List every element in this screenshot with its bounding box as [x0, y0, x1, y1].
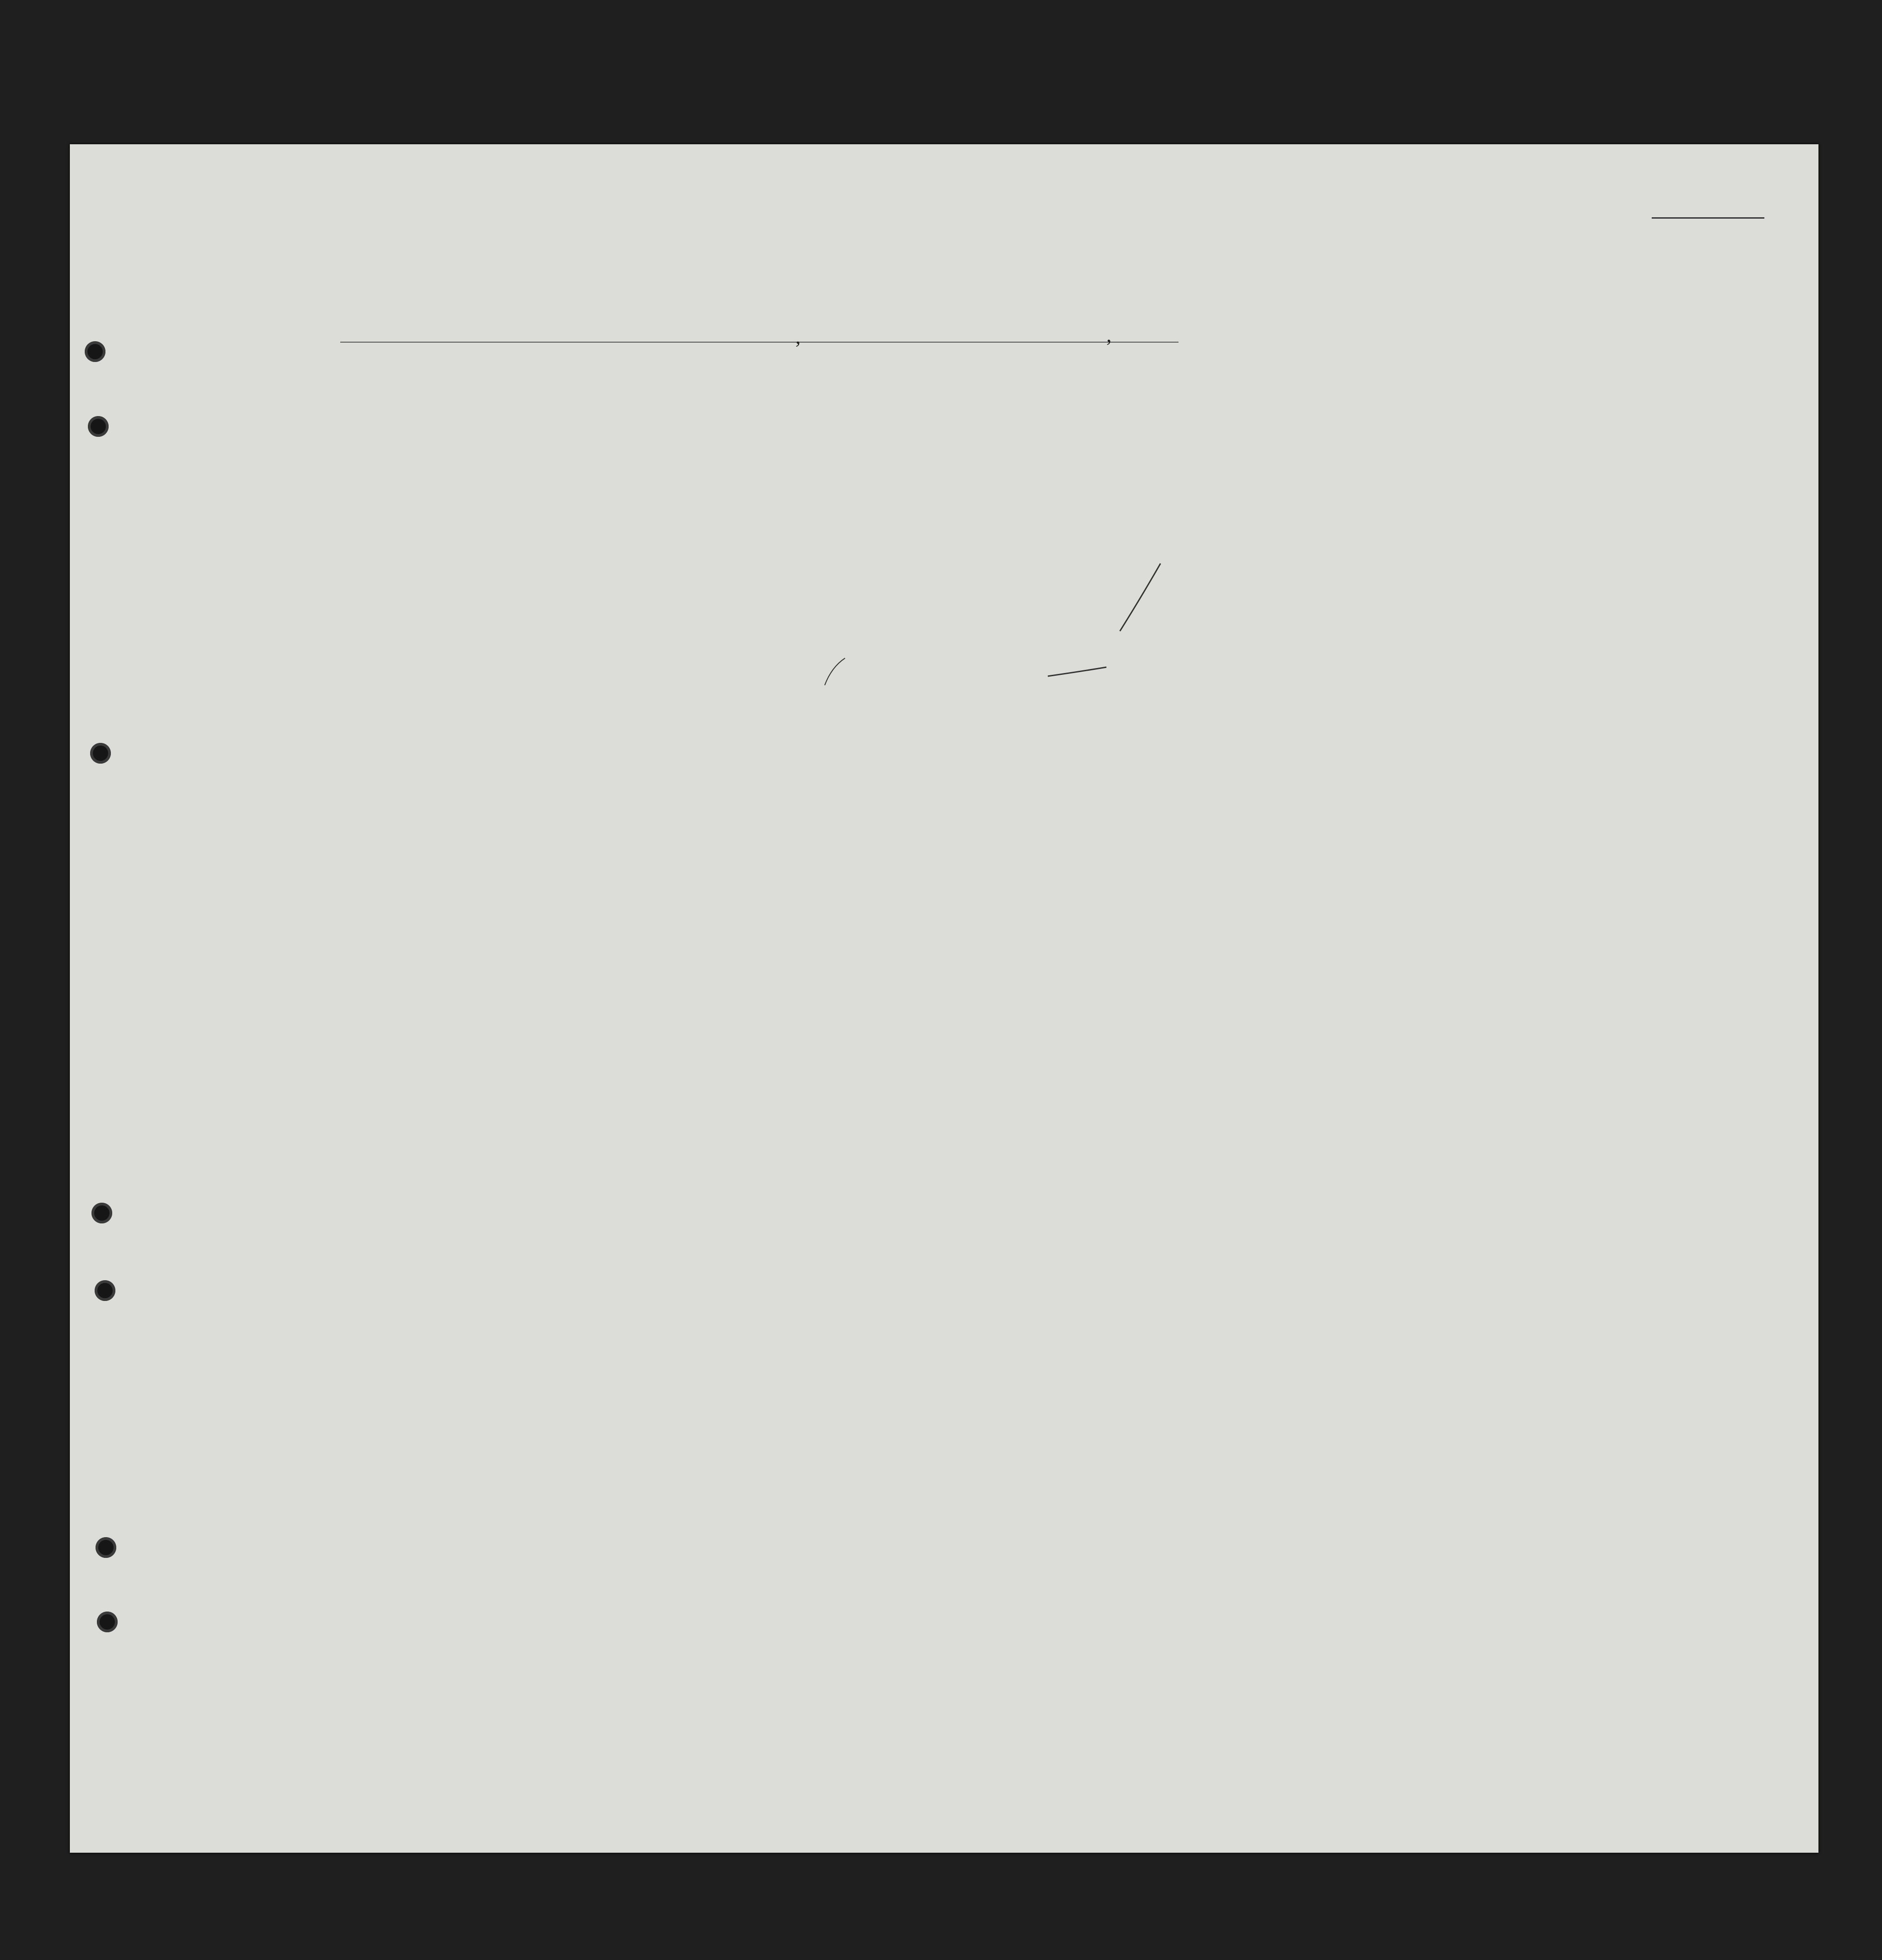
- binder-hole: [95, 1280, 115, 1301]
- comma-1: ,: [795, 325, 801, 348]
- binder-hole: [90, 743, 111, 764]
- manifest-sheet: [70, 144, 1818, 1853]
- binder-hole: [91, 1203, 112, 1223]
- binder-hole: [88, 416, 109, 437]
- comma-2: ,: [1106, 323, 1112, 346]
- binder-hole: [97, 1612, 118, 1632]
- binder-hole: [85, 341, 105, 362]
- handwritten-check-marks: [70, 144, 1818, 1853]
- binder-hole: [96, 1537, 116, 1558]
